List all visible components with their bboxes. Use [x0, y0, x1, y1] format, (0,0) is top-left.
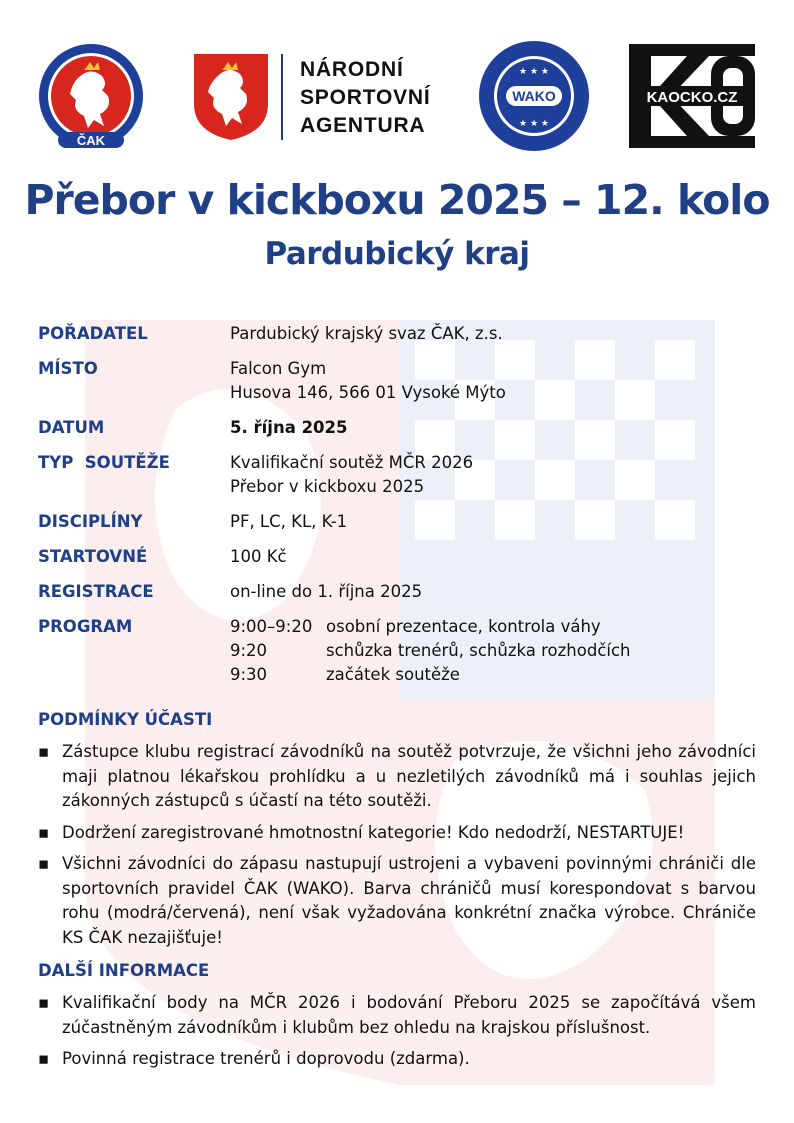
list-item-text: Kvalifikační body na MČR 2026 i bodování Přeboru 2025 se započítává všem zúčastněným závodníkům i klubům bez ohledu na krajskou příslušnost. — [62, 993, 756, 1037]
info-row-program — [38, 615, 758, 687]
info-label: POŘADATEL — [38, 324, 148, 343]
list-item — [38, 740, 756, 814]
page-title: Přebor v kickboxu 2025 – 12. kolo — [24, 176, 770, 224]
competition-type-2: Přebor v kickboxu 2025 — [230, 477, 425, 496]
competition-type-1: Kvalifikační soutěž MČR 2026 — [230, 453, 474, 472]
venue-address: Husova 146, 566 01 Vysoké Mýto — [230, 383, 506, 402]
info-row-misto — [38, 357, 758, 405]
info-label: DATUM — [38, 418, 105, 437]
venue-name: Falcon Gym — [230, 359, 327, 378]
bullet-marker: ▪ — [38, 742, 50, 761]
kaocko-text: KAOCKO.CZ — [646, 89, 738, 106]
program-item — [230, 663, 758, 687]
list-item — [38, 991, 756, 1040]
svg-text:★ ★ ★: ★ ★ ★ — [519, 119, 549, 129]
program-item — [230, 615, 758, 639]
wako-abbr: WAKO — [512, 88, 556, 104]
further-info-heading: DALŠÍ INFORMACE — [38, 961, 210, 980]
event-info — [38, 322, 758, 698]
further-info-list — [38, 991, 756, 1079]
info-row-poradatel — [38, 322, 758, 346]
list-item-text: Dodržení zaregistrované hmotnostní kategorie! Kdo nedodrží, NESTARTUJE! — [62, 822, 685, 842]
kaocko-logo — [629, 44, 755, 148]
info-label: STARTOVNÉ — [38, 547, 148, 566]
bullet-marker: ▪ — [38, 822, 50, 842]
event-date: 5. října 2025 — [230, 418, 348, 437]
conditions-list — [38, 740, 756, 957]
info-value — [230, 451, 758, 499]
list-item-text: Všichni závodníci do zápasu nastupují ustrojeni a vybaveni povinnými chrániči dle sportovních pravidel ČAK (WAKO). Barva chráničů musí korespondovat s barvou rohu (modrá/červená), není však vyžadována konkrétní značka výrobce. Chrániče KS ČAK nezajišťuje! — [62, 854, 756, 947]
list-item — [38, 852, 756, 950]
info-value: PF, LC, KL, K-1 — [230, 512, 348, 531]
list-item — [38, 821, 756, 846]
info-value — [230, 357, 758, 405]
cak-abbr: ČAK — [76, 133, 106, 148]
conditions-heading: PODMÍNKY ÚČASTI — [38, 710, 213, 729]
svg-text:★ ★ ★: ★ ★ ★ — [519, 67, 549, 77]
info-label: DISCIPLÍNY — [38, 512, 143, 531]
info-value: Pardubický krajský svaz ČAK, z.s. — [230, 324, 503, 343]
program-item — [230, 639, 758, 663]
info-row-typ — [38, 451, 758, 499]
program-time: 9:20 — [230, 641, 268, 660]
info-label: TYP SOUTĚŽE — [38, 453, 170, 472]
page-subtitle: Pardubický kraj — [264, 236, 530, 272]
program-text: schůzka trenérů, schůzka rozhodčích — [326, 641, 631, 660]
program-time: 9:30 — [230, 665, 268, 684]
list-item — [38, 1047, 756, 1072]
program-text: osobní prezentace, kontrola váhy — [326, 617, 601, 636]
program-text: začátek soutěže — [326, 665, 460, 684]
info-row-startovne — [38, 545, 758, 569]
cak-logo — [38, 38, 144, 154]
info-row-registrace — [38, 580, 758, 604]
nsa-wordmark — [300, 56, 431, 140]
info-row-discipliny — [38, 510, 758, 534]
list-item-text: Zástupce klubu registrací závodníků na soutěž potvrzuje, že všichni jeho závodníci maji platnou lékařskou prohlídku a u nezletilých závodníků má i souhlas jejich zákonných zástupců s účastí na této soutěži. — [62, 742, 756, 810]
nsa-line-3: AGENTURA — [300, 114, 426, 137]
program-list — [230, 615, 758, 687]
info-label: MÍSTO — [38, 359, 98, 378]
list-item-text: Povinná registrace trenérů i doprovodu (zdarma). — [62, 1049, 470, 1068]
info-value: 100 Kč — [230, 547, 287, 566]
bullet-marker: ▪ — [38, 1049, 50, 1068]
nsa-line-1: NÁRODNÍ — [300, 58, 404, 81]
bullet-marker: ▪ — [38, 993, 50, 1012]
nsa-line-2: SPORTOVNÍ — [300, 86, 431, 109]
bullet-marker: ▪ — [38, 854, 50, 873]
wako-logo — [478, 40, 590, 152]
info-row-datum — [38, 416, 758, 440]
nsa-shield-logo — [192, 52, 270, 142]
nsa-divider — [281, 54, 283, 140]
info-value: on-line do 1. října 2025 — [230, 582, 423, 601]
program-time: 9:00–9:20 — [230, 617, 313, 636]
info-label: PROGRAM — [38, 617, 133, 636]
info-label: REGISTRACE — [38, 582, 154, 601]
